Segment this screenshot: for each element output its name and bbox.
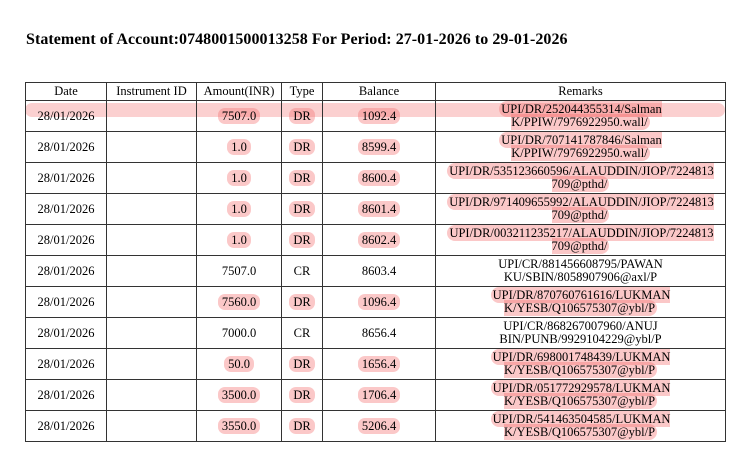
date-value: 28/01/2026 <box>37 170 95 185</box>
amount-value: 1.0 <box>227 201 251 217</box>
type-value: DR <box>289 232 314 248</box>
date-cell <box>26 163 107 194</box>
remarks-cell <box>436 163 726 194</box>
remarks-line-2: 709@pthd/ <box>551 208 608 222</box>
type-value: DR <box>289 356 314 372</box>
remarks-text <box>491 349 671 378</box>
type-value: CR <box>293 325 311 340</box>
amount-value: 1.0 <box>227 170 251 186</box>
instrument-id-cell <box>107 225 197 256</box>
type-value: DR <box>289 294 314 310</box>
table-row <box>26 194 726 225</box>
date-cell <box>26 287 107 318</box>
instrument-id-cell <box>107 194 197 225</box>
type-value: CR <box>293 263 311 278</box>
balance-cell <box>323 287 436 318</box>
type-cell <box>282 380 323 411</box>
remarks-line-2: K/PPIW/7976922950.wall/ <box>511 115 648 129</box>
remarks-line-2: BIN/PUNB/9929104229@ybl/P <box>499 332 662 346</box>
instrument-id-cell <box>107 349 197 380</box>
type-cell <box>282 225 323 256</box>
type-cell <box>282 101 323 132</box>
instrument-id-cell <box>107 380 197 411</box>
remarks-text <box>447 194 714 223</box>
instrument-id-cell <box>107 318 197 349</box>
remarks-cell <box>436 349 726 380</box>
instrument-id-cell <box>107 132 197 163</box>
instrument-id-cell <box>107 287 197 318</box>
date-value: 28/01/2026 <box>37 387 95 402</box>
remarks-line-2: K/YESB/Q106575307@ybl/P <box>503 363 656 377</box>
date-value: 28/01/2026 <box>37 201 95 216</box>
header-remarks: Remarks <box>436 83 726 101</box>
amount-value: 1.0 <box>227 232 251 248</box>
instrument-id-cell <box>107 256 197 287</box>
table-row <box>26 287 726 318</box>
type-cell <box>282 411 323 442</box>
type-value: DR <box>289 201 314 217</box>
amount-value: 7000.0 <box>221 325 257 340</box>
balance-value: 8656.4 <box>361 325 397 340</box>
date-value: 28/01/2026 <box>37 263 95 278</box>
date-cell <box>26 101 107 132</box>
remarks-cell <box>436 411 726 442</box>
table-row <box>26 101 726 132</box>
statement-table <box>25 82 726 442</box>
remarks-text <box>498 257 663 284</box>
amount-value: 7560.0 <box>218 294 260 310</box>
amount-cell <box>197 101 282 132</box>
type-cell <box>282 163 323 194</box>
remarks-line-1: UPI/DR/870760761616/LUKMAN <box>492 288 671 302</box>
remarks-line-1: UPI/DR/051772929578/LUKMAN <box>492 381 671 395</box>
table-row <box>26 380 726 411</box>
remarks-line-2: K/YESB/Q106575307@ybl/P <box>503 394 656 408</box>
date-cell <box>26 318 107 349</box>
date-cell <box>26 411 107 442</box>
amount-cell <box>197 318 282 349</box>
remarks-text <box>499 132 661 161</box>
type-value: DR <box>289 170 314 186</box>
balance-cell <box>323 132 436 163</box>
amount-value: 7507.0 <box>221 263 257 278</box>
remarks-line-1: UPI/DR/252044355314/Salman <box>501 102 662 116</box>
remarks-line-1: UPI/CR/868267007960/ANUJ <box>503 319 658 333</box>
type-cell <box>282 349 323 380</box>
header-balance: Balance <box>323 83 436 101</box>
balance-cell <box>323 225 436 256</box>
date-cell <box>26 349 107 380</box>
balance-value: 8602.4 <box>358 232 400 248</box>
remarks-line-2: K/PPIW/7976922950.wall/ <box>511 146 648 160</box>
balance-value: 8601.4 <box>358 201 400 217</box>
table-row <box>26 225 726 256</box>
table-header-row <box>26 83 726 101</box>
table-row <box>26 411 726 442</box>
balance-value: 1706.4 <box>358 387 400 403</box>
remarks-cell <box>436 194 726 225</box>
date-value: 28/01/2026 <box>37 325 95 340</box>
remarks-line-1: UPI/DR/707141787846/Salman <box>501 133 662 147</box>
table-row <box>26 318 726 349</box>
balance-value: 8603.4 <box>361 263 397 278</box>
balance-value: 8600.4 <box>358 170 400 186</box>
balance-cell <box>323 256 436 287</box>
statement-title: Statement of Account:0748001500013258 For Period: 27-01-2026 to 29-01-2026 <box>26 31 568 48</box>
date-value: 28/01/2026 <box>37 232 95 247</box>
remarks-line-1: UPI/DR/535123660596/ALAUDDIN/JIOP/7224813 <box>449 164 714 178</box>
type-cell <box>282 256 323 287</box>
remarks-text <box>491 287 671 316</box>
amount-cell <box>197 287 282 318</box>
remarks-cell <box>436 380 726 411</box>
date-value: 28/01/2026 <box>37 418 95 433</box>
table-row <box>26 163 726 194</box>
remarks-line-2: 709@pthd/ <box>551 177 608 191</box>
balance-value: 1096.4 <box>358 294 400 310</box>
amount-value: 50.0 <box>224 356 254 372</box>
amount-cell <box>197 411 282 442</box>
balance-cell <box>323 349 436 380</box>
remarks-text <box>491 411 671 440</box>
balance-cell <box>323 411 436 442</box>
balance-cell <box>323 318 436 349</box>
date-cell <box>26 380 107 411</box>
date-cell <box>26 194 107 225</box>
table-row <box>26 256 726 287</box>
balance-value: 5206.4 <box>358 418 400 434</box>
amount-cell <box>197 380 282 411</box>
amount-cell <box>197 256 282 287</box>
remarks-cell <box>436 256 726 287</box>
balance-cell <box>323 380 436 411</box>
amount-value: 3500.0 <box>218 387 260 403</box>
amount-cell <box>197 349 282 380</box>
balance-cell <box>323 101 436 132</box>
date-value: 28/01/2026 <box>37 139 95 154</box>
type-value: DR <box>289 139 314 155</box>
amount-cell <box>197 163 282 194</box>
table-row <box>26 349 726 380</box>
date-value: 28/01/2026 <box>37 108 95 123</box>
header-instrument-id: Instrument ID <box>107 83 197 101</box>
table-row <box>26 132 726 163</box>
header-date: Date <box>26 83 107 101</box>
remarks-text <box>447 163 714 192</box>
instrument-id-cell <box>107 101 197 132</box>
remarks-line-2: KU/SBIN/8058907906@axl/P <box>503 270 658 284</box>
remarks-line-1: UPI/CR/881456608795/PAWAN <box>498 257 663 271</box>
balance-cell <box>323 194 436 225</box>
balance-cell <box>323 163 436 194</box>
amount-cell <box>197 132 282 163</box>
amount-cell <box>197 225 282 256</box>
balance-value: 1092.4 <box>358 108 400 124</box>
remarks-cell <box>436 318 726 349</box>
remarks-cell <box>436 287 726 318</box>
remarks-text <box>447 225 713 254</box>
instrument-id-cell <box>107 163 197 194</box>
amount-value: 3550.0 <box>218 418 260 434</box>
type-cell <box>282 287 323 318</box>
type-cell <box>282 132 323 163</box>
remarks-text <box>499 101 661 130</box>
table-body <box>26 101 726 442</box>
remarks-line-1: UPI/DR/541463504585/LUKMAN <box>492 412 671 426</box>
balance-value: 8599.4 <box>358 139 400 155</box>
date-value: 28/01/2026 <box>37 356 95 371</box>
date-cell <box>26 256 107 287</box>
remarks-line-2: 709@pthd/ <box>551 239 608 253</box>
remarks-line-2: K/YESB/Q106575307@ybl/P <box>503 425 656 439</box>
amount-value: 7507.0 <box>218 108 260 124</box>
date-value: 28/01/2026 <box>37 294 95 309</box>
remarks-line-1: UPI/DR/698001748439/LUKMAN <box>492 350 671 364</box>
type-value: DR <box>289 418 314 434</box>
remarks-line-2: K/YESB/Q106575307@ybl/P <box>503 301 656 315</box>
remarks-text <box>491 380 671 409</box>
type-value: DR <box>289 108 314 124</box>
type-cell <box>282 318 323 349</box>
header-type: Type <box>282 83 323 101</box>
remarks-line-1: UPI/DR/971409655992/ALAUDDIN/JIOP/7224813 <box>449 195 714 209</box>
remarks-line-1: UPI/DR/003211235217/ALAUDDIN/JIOP/7224813 <box>449 226 714 240</box>
remarks-cell <box>436 101 726 132</box>
type-cell <box>282 194 323 225</box>
remarks-text <box>499 319 661 346</box>
date-cell <box>26 225 107 256</box>
remarks-cell <box>436 132 726 163</box>
amount-cell <box>197 194 282 225</box>
amount-value: 1.0 <box>227 139 251 155</box>
balance-value: 1656.4 <box>358 356 400 372</box>
header-amount: Amount(INR) <box>197 83 282 101</box>
date-cell <box>26 132 107 163</box>
instrument-id-cell <box>107 411 197 442</box>
remarks-cell <box>436 225 726 256</box>
type-value: DR <box>289 387 314 403</box>
